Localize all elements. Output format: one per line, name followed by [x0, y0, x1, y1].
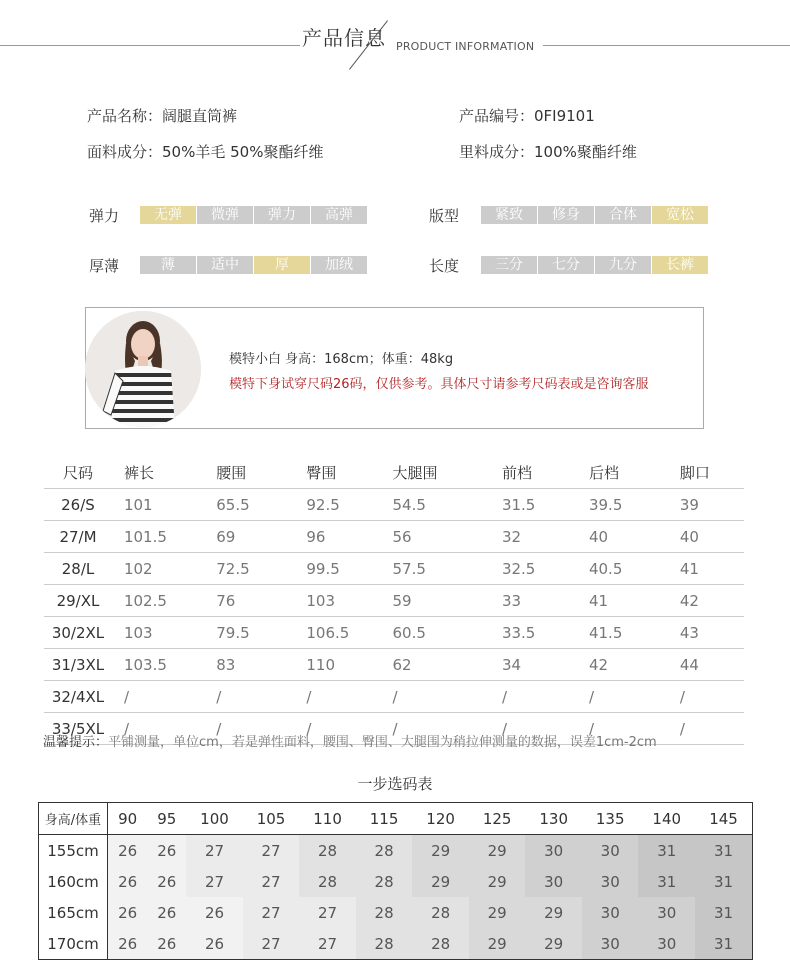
- recommended-size: 27: [186, 835, 243, 867]
- size-col-header: 裤长: [123, 463, 154, 482]
- size-value: 39.5: [577, 489, 668, 521]
- recommended-size: 26: [147, 835, 186, 867]
- size-value: 69: [204, 521, 294, 553]
- size-value: 62: [381, 649, 490, 681]
- recommended-size: 30: [525, 835, 582, 867]
- height-label: 170cm: [39, 928, 108, 960]
- size-value: /: [381, 713, 490, 745]
- size-value: 33: [490, 585, 577, 617]
- recommended-size: 28: [356, 928, 413, 960]
- recommended-size: 28: [299, 835, 356, 867]
- recommended-size: 28: [356, 866, 413, 897]
- recommended-size: 30: [638, 928, 695, 960]
- size-value: 103: [112, 617, 204, 649]
- weight-header: 145: [695, 803, 752, 835]
- recommended-size: 29: [412, 866, 469, 897]
- corner-header: 身高/体重: [39, 803, 108, 835]
- weight-header: 95: [147, 803, 186, 835]
- weight-header: 105: [243, 803, 300, 835]
- size-value: 42: [668, 585, 744, 617]
- table-row: [39, 835, 753, 867]
- recommended-size: 27: [243, 866, 300, 897]
- recommended-size: 29: [525, 928, 582, 960]
- size-label: 28/L: [44, 553, 112, 585]
- attr-option: 微弹: [197, 206, 254, 224]
- recommended-size: 26: [108, 835, 148, 867]
- attr-bar-length: [481, 256, 708, 274]
- attr-label-length: 长度: [429, 257, 460, 275]
- recommended-size: 30: [582, 866, 639, 897]
- size-value: 103.5: [112, 649, 204, 681]
- size-selector-header: [39, 803, 753, 835]
- recommended-size: 30: [582, 835, 639, 867]
- table-row: [39, 928, 753, 960]
- recommended-size: 28: [356, 835, 413, 867]
- header-line-right: [543, 45, 790, 46]
- size-value: /: [112, 681, 204, 713]
- size-col-header: 脚口: [679, 463, 710, 482]
- recommended-size: 28: [356, 897, 413, 928]
- size-label: 33/5XL: [44, 713, 112, 745]
- size-value: 33.5: [490, 617, 577, 649]
- product-name: 产品名称：阔腿直筒裤: [87, 107, 238, 125]
- size-value: 103: [294, 585, 380, 617]
- recommended-size: 26: [147, 897, 186, 928]
- size-table: [44, 456, 744, 745]
- attr-bar-elasticity: [140, 206, 367, 224]
- size-value: /: [204, 681, 294, 713]
- size-value: 106.5: [294, 617, 380, 649]
- table-row: [39, 897, 753, 928]
- size-value: 32.5: [490, 553, 577, 585]
- size-col-header: 前档: [501, 463, 532, 482]
- measurement-tip: [43, 731, 657, 750]
- size-label: 30/2XL: [44, 617, 112, 649]
- size-value: 65.5: [204, 489, 294, 521]
- lining-composition: 里料成分：100%聚酯纤维: [459, 143, 637, 161]
- attr-option: 修身: [538, 206, 595, 224]
- size-value: 96: [294, 521, 380, 553]
- attr-option: 加绒: [311, 256, 367, 274]
- attr-label-thickness: 厚薄: [89, 257, 120, 275]
- weight-header: 135: [582, 803, 639, 835]
- weight-header: 120: [412, 803, 469, 835]
- weight-header: 90: [108, 803, 148, 835]
- recommended-size: 27: [186, 866, 243, 897]
- size-value: 99.5: [294, 553, 380, 585]
- recommended-size: 27: [243, 835, 300, 867]
- recommended-size: 31: [695, 897, 752, 928]
- recommended-size: 31: [695, 835, 752, 867]
- size-value: 39: [668, 489, 744, 521]
- recommended-size: 26: [147, 866, 186, 897]
- recommended-size: 30: [582, 928, 639, 960]
- size-value: 40.5: [577, 553, 668, 585]
- size-value: 41: [577, 585, 668, 617]
- size-label: 29/XL: [44, 585, 112, 617]
- size-value: 43: [668, 617, 744, 649]
- size-selector-title: 一步选码表: [357, 775, 433, 793]
- size-value: 102: [112, 553, 204, 585]
- table-row: [44, 521, 744, 553]
- size-value: /: [668, 681, 744, 713]
- attr-label-elasticity: 弹力: [89, 207, 120, 225]
- weight-header: 115: [356, 803, 413, 835]
- model-photo: [85, 311, 201, 427]
- table-row: [44, 585, 744, 617]
- size-value: 110: [294, 649, 380, 681]
- height-label: 155cm: [39, 835, 108, 867]
- attr-option: 九分: [595, 256, 652, 274]
- attr-option: 适中: [197, 256, 254, 274]
- size-value: 44: [668, 649, 744, 681]
- height-label: 165cm: [39, 897, 108, 928]
- attr-option: 薄: [140, 256, 197, 274]
- size-value: 101.5: [112, 521, 204, 553]
- page-title: 产品信息: [302, 26, 386, 50]
- size-value: 41.5: [577, 617, 668, 649]
- attr-option: 高弹: [311, 206, 367, 224]
- size-value: 42: [577, 649, 668, 681]
- recommended-size: 26: [108, 897, 148, 928]
- size-label: 27/M: [44, 521, 112, 553]
- weight-header: 100: [186, 803, 243, 835]
- size-value: 60.5: [381, 617, 490, 649]
- attr-option: 合体: [595, 206, 652, 224]
- size-value: /: [577, 713, 668, 745]
- size-value: 101: [112, 489, 204, 521]
- recommended-size: 29: [469, 897, 526, 928]
- recommended-size: 29: [469, 928, 526, 960]
- attr-option-selected: 长裤: [652, 256, 708, 274]
- recommended-size: 27: [299, 897, 356, 928]
- attr-bar-fit: [481, 206, 708, 224]
- model-figure-icon: [85, 311, 201, 427]
- recommended-size: 26: [186, 897, 243, 928]
- size-value: 92.5: [294, 489, 380, 521]
- attr-option-selected: 宽松: [652, 206, 708, 224]
- size-value: 31.5: [490, 489, 577, 521]
- size-label: 31/3XL: [44, 649, 112, 681]
- recommended-size: 29: [469, 866, 526, 897]
- weight-header: 110: [299, 803, 356, 835]
- size-value: /: [668, 713, 744, 745]
- recommended-size: 30: [525, 866, 582, 897]
- attr-bar-thickness: [140, 256, 367, 274]
- product-code: 产品编号：0FI9101: [459, 107, 595, 125]
- size-value: /: [490, 681, 577, 713]
- tip-label: 温馨提示：: [43, 735, 109, 750]
- model-size-note: 模特下身试穿尺码26码，仅供参考。具体尺寸请参考尺码表或是咨询客服: [229, 377, 649, 392]
- recommended-size: 31: [695, 928, 752, 960]
- size-value: 79.5: [204, 617, 294, 649]
- size-selector-table: [38, 802, 753, 960]
- size-col-header: 后档: [588, 463, 619, 482]
- attr-option-selected: 厚: [254, 256, 311, 274]
- attr-label-fit: 版型: [429, 207, 460, 225]
- size-value: 83: [204, 649, 294, 681]
- size-value: /: [577, 681, 668, 713]
- size-value: /: [204, 713, 294, 745]
- table-row: [39, 866, 753, 897]
- size-value: 54.5: [381, 489, 490, 521]
- page-subtitle: PRODUCT INFORMATION: [396, 40, 535, 53]
- recommended-size: 30: [638, 897, 695, 928]
- recommended-size: 31: [638, 835, 695, 867]
- size-value: /: [381, 681, 490, 713]
- recommended-size: 29: [469, 835, 526, 867]
- size-value: 40: [577, 521, 668, 553]
- size-col-header: 尺码: [62, 463, 93, 482]
- table-row: [44, 553, 744, 585]
- attr-option: 七分: [538, 256, 595, 274]
- recommended-size: 26: [108, 866, 148, 897]
- size-value: /: [294, 713, 380, 745]
- size-value: 40: [668, 521, 744, 553]
- model-stats: 模特小白 身高：168cm；体重：48kg: [229, 352, 454, 367]
- size-value: 102.5: [112, 585, 204, 617]
- attr-option: 紧致: [481, 206, 538, 224]
- recommended-size: 28: [299, 866, 356, 897]
- recommended-size: 27: [243, 897, 300, 928]
- weight-header: 130: [525, 803, 582, 835]
- recommended-size: 31: [695, 866, 752, 897]
- recommended-size: 31: [638, 866, 695, 897]
- recommended-size: 27: [299, 928, 356, 960]
- weight-header: 125: [469, 803, 526, 835]
- table-row: [44, 617, 744, 649]
- recommended-size: 26: [186, 928, 243, 960]
- size-value: 41: [668, 553, 744, 585]
- size-col-header: 臀围: [306, 463, 337, 482]
- size-col-header: 大腿围: [392, 463, 438, 482]
- size-value: /: [294, 681, 380, 713]
- recommended-size: 27: [243, 928, 300, 960]
- size-value: 34: [490, 649, 577, 681]
- tip-text: 平铺测量，单位cm，若是弹性面料，腰围、臀围、大腿围为稍拉伸测量的数据，误差1cm-2cm: [108, 735, 657, 750]
- attr-option: 三分: [481, 256, 538, 274]
- recommended-size: 29: [412, 835, 469, 867]
- weight-header: 140: [638, 803, 695, 835]
- size-table-header: [44, 456, 744, 489]
- recommended-size: 26: [147, 928, 186, 960]
- recommended-size: 29: [525, 897, 582, 928]
- recommended-size: 26: [108, 928, 148, 960]
- size-label: 26/S: [44, 489, 112, 521]
- size-value: /: [112, 713, 204, 745]
- size-col-header: 腰围: [216, 463, 247, 482]
- size-value: 59: [381, 585, 490, 617]
- table-row: [44, 489, 744, 521]
- size-value: 72.5: [204, 553, 294, 585]
- size-value: 57.5: [381, 553, 490, 585]
- size-value: 56: [381, 521, 490, 553]
- size-label: 32/4XL: [44, 681, 112, 713]
- table-row: [44, 681, 744, 713]
- height-label: 160cm: [39, 866, 108, 897]
- recommended-size: 28: [412, 897, 469, 928]
- table-row: [44, 649, 744, 681]
- fabric-composition: 面料成分：50%羊毛 50%聚酯纤维: [87, 143, 324, 161]
- recommended-size: 28: [412, 928, 469, 960]
- header-line-left: [0, 45, 300, 46]
- attr-option-selected: 无弹: [140, 206, 197, 224]
- size-value: 76: [204, 585, 294, 617]
- size-value: /: [490, 713, 577, 745]
- recommended-size: 30: [582, 897, 639, 928]
- attr-option: 弹力: [254, 206, 311, 224]
- size-value: 32: [490, 521, 577, 553]
